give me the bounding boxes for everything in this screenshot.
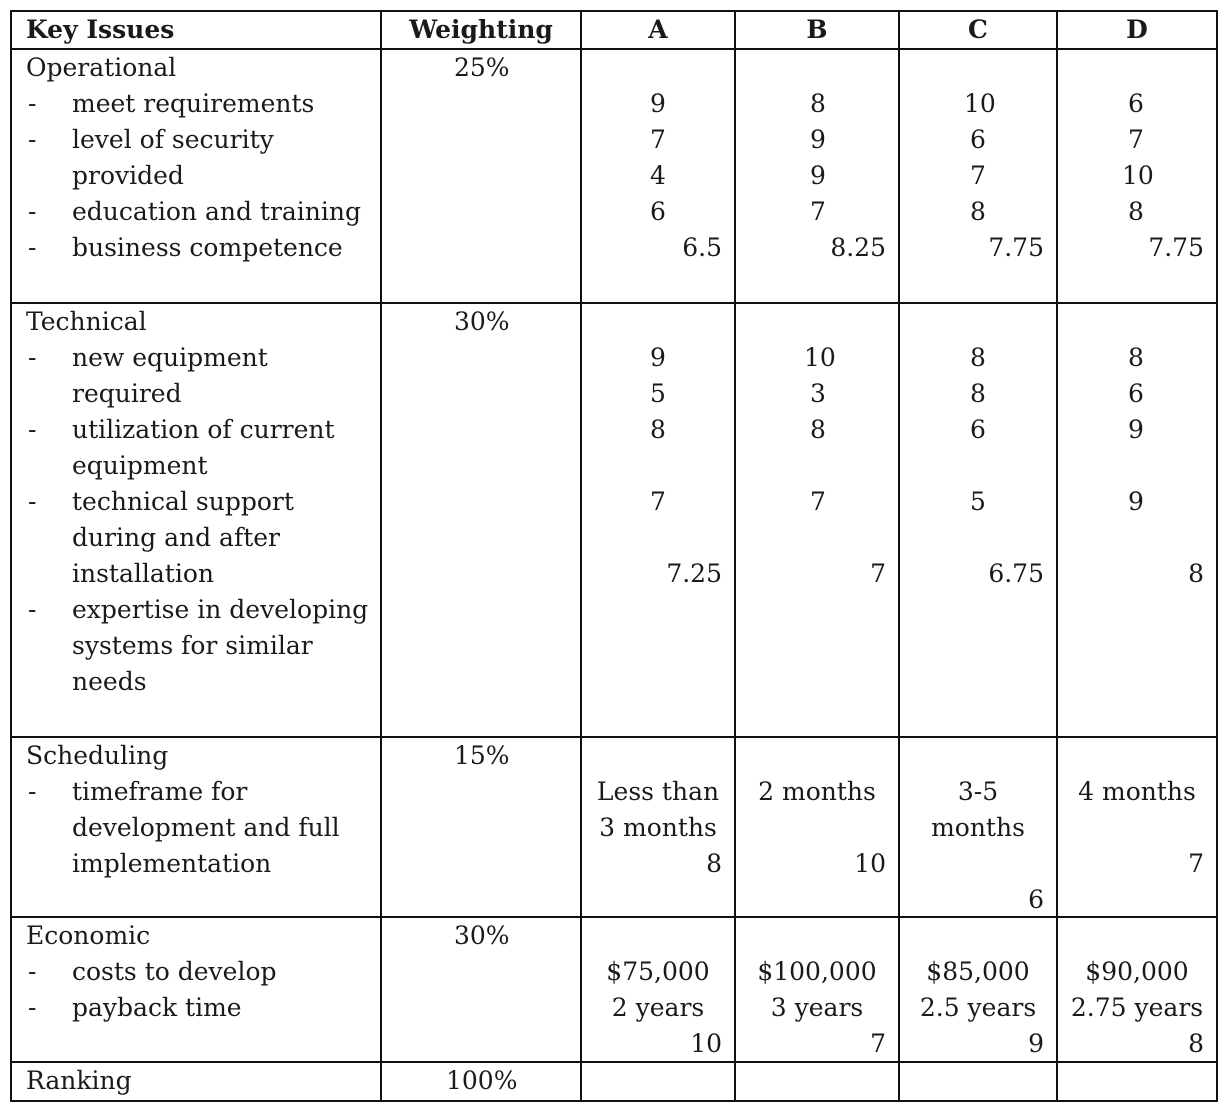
ranking-c [899,1062,1057,1101]
ranking-title-cell [11,1062,381,1101]
dash: - [28,197,37,226]
header-c: C [899,11,1057,49]
dash: - [28,777,37,806]
payback: 2.75 years [1070,993,1204,1022]
cost: $75,000 [606,957,710,986]
technical-a [581,303,735,737]
ranking-d [1057,1062,1217,1101]
ranking-row [11,1062,1217,1101]
timeframe: Less than [596,777,720,806]
score: 8 [1128,197,1144,226]
issue-item: required [72,379,182,408]
score: 5 [970,487,986,516]
score: 3 [810,379,826,408]
economic-d [1057,917,1217,1062]
operational-b [735,49,899,303]
issue-item: implementation [72,849,272,878]
operational-c [899,49,1057,303]
score: 8 [1128,343,1144,372]
score: 6 [1128,379,1144,408]
economic-b [735,917,899,1062]
ranking-title: Ranking [26,1066,132,1095]
score: 7 [970,161,986,190]
score: 7 [650,487,666,516]
score: 9 [810,125,826,154]
technical-issues [11,303,381,737]
score: 9 [810,161,826,190]
payback: 3 years [770,993,864,1022]
economic-a [581,917,735,1062]
score: 5 [650,379,666,408]
issue-item: systems for similar [72,631,313,660]
payback: 2.5 years [919,993,1037,1022]
scheduling-issues [11,737,381,917]
average-score: 6.5 [682,233,722,262]
timeframe: months [931,813,1025,842]
header-d: D [1057,11,1217,49]
average-score: 6.75 [988,559,1044,588]
score: 6 [970,125,986,154]
score: 4 [650,161,666,190]
ranking-a [581,1062,735,1101]
score: 9 [1128,487,1144,516]
average-score: 7.75 [988,233,1044,262]
issue-item: business competence [72,233,343,262]
score: 7 [1128,125,1144,154]
dash: - [28,343,37,372]
issue-item: provided [72,161,184,190]
score: 7 [810,197,826,226]
payback: 2 years [611,993,705,1022]
header-b: B [735,11,899,49]
dash: - [28,415,37,444]
operational-d [1057,49,1217,303]
timeframe: 4 months [1078,777,1196,806]
issue-item: development and full [72,813,340,842]
average-score: 7 [870,559,886,588]
technical-b [735,303,899,737]
dash: - [28,89,37,118]
issue-item: expertise in developing [72,595,369,624]
header-weighting: Weighting [381,11,581,49]
timeframe: 3 months [599,813,717,842]
score: 8 [810,415,826,444]
technical-d [1057,303,1217,737]
dash: - [28,993,37,1022]
scheduling-a [581,737,735,917]
dash: - [28,957,37,986]
scheduling-weight-cell [381,737,581,917]
score: 9 [650,343,666,372]
ranking-weight-cell [381,1062,581,1101]
ranking-weight: 100% [446,1066,518,1095]
operational-a [581,49,735,303]
operational-weight: 25% [454,53,510,82]
scheduling-b [735,737,899,917]
issue-item: meet requirements [72,89,315,118]
issue-item: needs [72,667,147,696]
score: 6 [650,197,666,226]
issue-item: education and training [72,197,362,226]
economic-weight-cell [381,917,581,1062]
average-score: 8.25 [830,233,886,262]
technical-c [899,303,1057,737]
issue-item: level of security [72,125,274,154]
technical-weight: 30% [454,307,510,336]
dash: - [28,125,37,154]
technical-row [11,303,1217,737]
scheduling-c [899,737,1057,917]
operational-row [11,49,1217,303]
header-a: A [581,11,735,49]
economic-title: Economic [26,921,151,950]
dash: - [28,487,37,516]
issue-item: payback time [72,993,242,1022]
average-score: 7.25 [666,559,722,588]
technical-weight-cell [381,303,581,737]
score: 7 [650,125,666,154]
economic-c [899,917,1057,1062]
score: 8 [706,849,722,878]
score: 7 [1188,849,1204,878]
issue-item: installation [72,559,214,588]
cost: $85,000 [926,957,1030,986]
timeframe: 2 months [758,777,876,806]
score: 8 [970,197,986,226]
technical-title: Technical [26,307,147,336]
score: 10 [690,1029,722,1058]
economic-issues [11,917,381,1062]
issue-item: timeframe for [72,777,248,806]
score: 8 [650,415,666,444]
operational-weight-cell [381,49,581,303]
economic-weight: 30% [454,921,510,950]
score: 8 [970,343,986,372]
score: 8 [970,379,986,408]
economic-row [11,917,1217,1062]
dash: - [28,595,37,624]
score: 10 [964,89,996,118]
score: 10 [1122,161,1154,190]
issue-item: equipment [72,451,208,480]
score: 8 [1188,1029,1204,1058]
scheduling-title: Scheduling [26,741,169,770]
issue-item: new equipment [72,343,268,372]
score: 9 [650,89,666,118]
score: 9 [1128,415,1144,444]
average-score: 8 [1188,559,1204,588]
issue-item: costs to develop [72,957,277,986]
ranking-b [735,1062,899,1101]
issue-item: utilization of current [72,415,335,444]
scheduling-d [1057,737,1217,917]
score: 8 [810,89,826,118]
score: 6 [970,415,986,444]
header-row [11,11,1217,49]
issue-item: technical support [72,487,294,516]
evaluation-table [10,10,1218,1102]
issue-item: during and after [72,523,281,552]
score: 6 [1028,885,1044,914]
score: 7 [870,1029,886,1058]
score: 10 [804,343,836,372]
score: 7 [810,487,826,516]
score: 10 [854,849,886,878]
operational-issues [11,49,381,303]
dash: - [28,233,37,262]
cost: $90,000 [1085,957,1189,986]
scheduling-weight: 15% [454,741,510,770]
average-score: 7.75 [1148,233,1204,262]
timeframe: 3-5 [957,777,999,806]
header-key-issues: Key Issues [11,11,381,49]
score: 6 [1128,89,1144,118]
cost: $100,000 [757,957,877,986]
score: 9 [1028,1029,1044,1058]
operational-title: Operational [26,53,177,82]
scheduling-row [11,737,1217,917]
